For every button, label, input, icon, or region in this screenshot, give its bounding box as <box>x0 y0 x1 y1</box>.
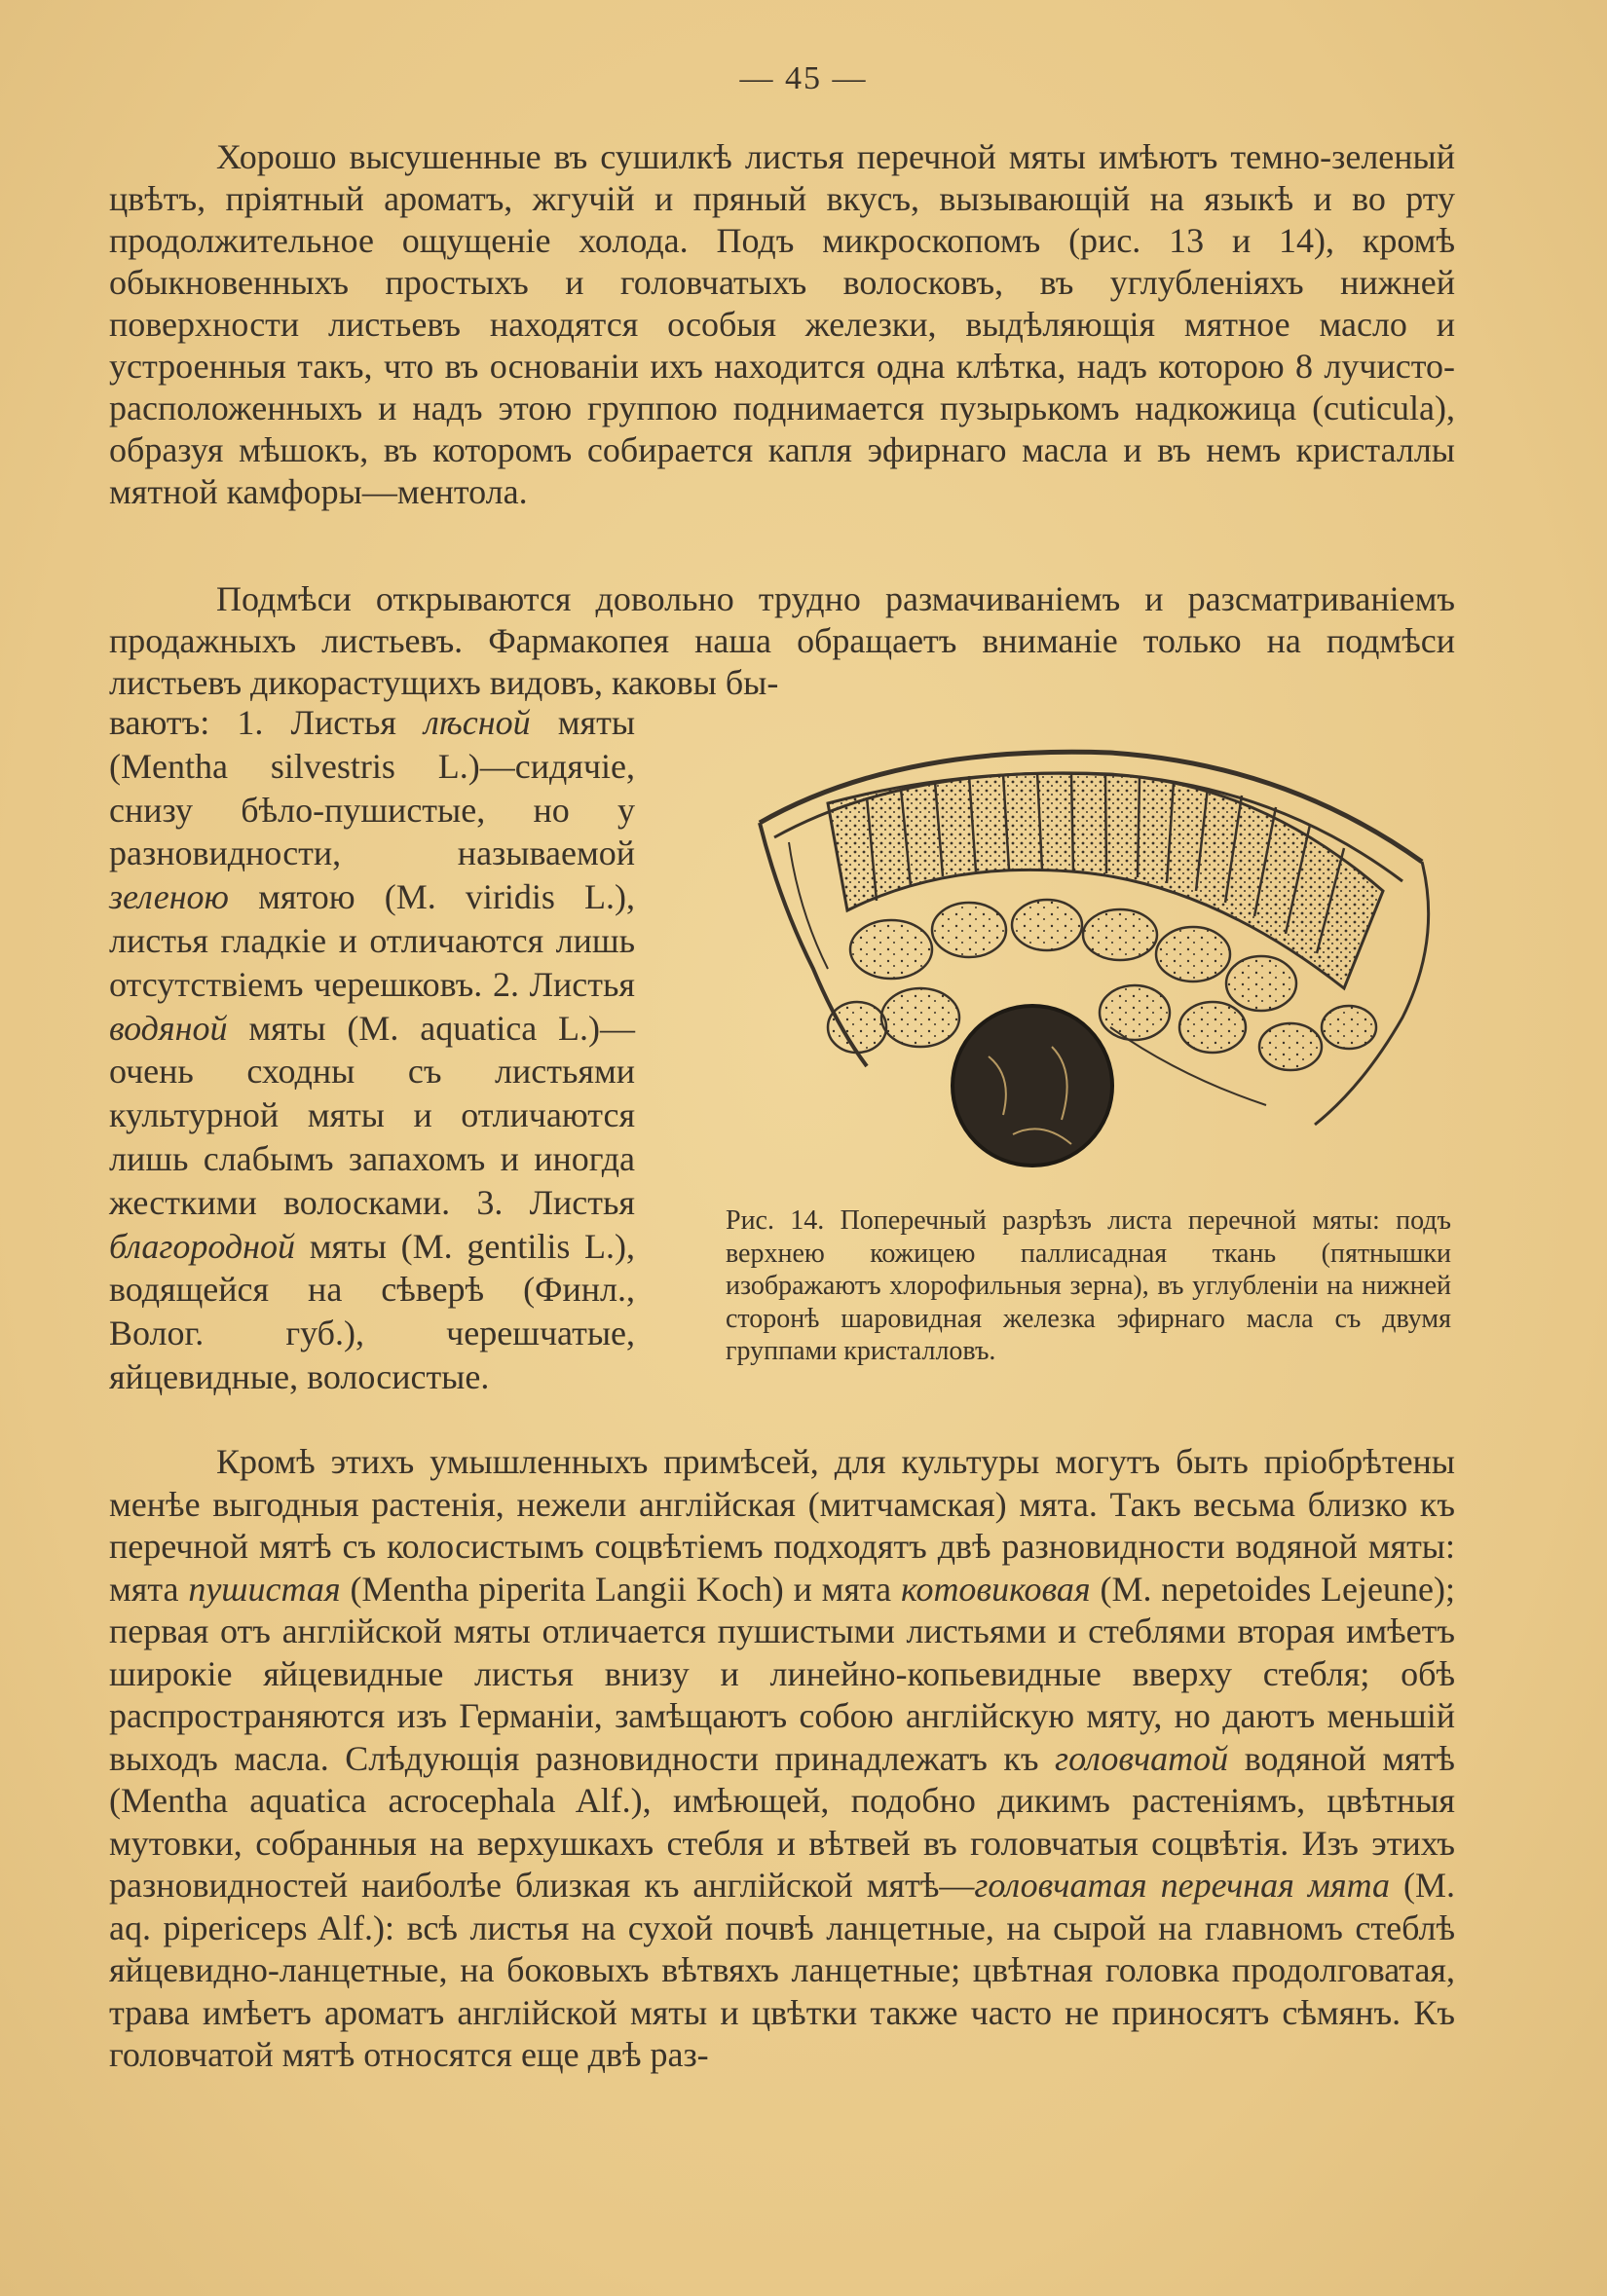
paragraph-1 <box>109 136 1455 513</box>
text-run: (M. aq. piperiсeps Alf.): всѣ листья на сухой почвѣ ланцетные, на сырой на главномъ стеблѣ яйцевидно-ланцетные, на боковыхъ вѣтвяхъ ланцетные; цвѣтная головка продолговатая, трава имѣетъ ароматъ англійской мяты и цвѣтки также часто не приносятъ сѣмянъ. Къ головчатой мятѣ относятся еще двѣ раз- <box>109 1866 1456 2074</box>
paragraph-1-text: Хорошо высушенные въ сушилкѣ листья перечной мяты имѣютъ темно-зеленый цвѣтъ, пріятный ароматъ, жгучій и пряный вкусъ, вызывающій на языкѣ и во рту продолжительное ощущеніе холода. Подъ микроскопомъ (рис. 13 и 14), кромѣ обыкновенныхъ простыхъ и головчатыхъ волосковъ, въ углубленіяхъ нижней поверхности листьевъ находятся особыя железки, выдѣляющія мятное масло и устроенныя такъ, что въ основаніи ихъ находится одна клѣтка, надъ которою 8 лучисто-расположенныхъ и надъ этою группою поднимается пузырькомъ надкожица (cuticula), образуя мѣшокъ, въ которомъ собирается капля эфирнаго масла и въ немъ кристаллы мятной камфоры—ментола. <box>109 137 1455 511</box>
text-run: мяты (M. aquatica L.)—очень сходны съ листьями культурной мяты и отличаются лишь слабымъ запахомъ и иногда жесткими волосками. 3. Листья <box>109 1008 635 1222</box>
paragraph-3 <box>109 1441 1455 2077</box>
leaf-cross-section-drawing <box>721 735 1480 1193</box>
text-run: мятою (M. viridis L.), листья гладкіе и отличаются лишь отсутствіемъ черешковъ. 2. Листья <box>109 877 635 1004</box>
leaf-section-illustration <box>721 735 1480 1193</box>
paragraph-2-text: Подмѣси открываются довольно трудно размачиваніемъ и разсматриваніемъ продажныхъ листьевъ. Фармакопея наша обращаетъ вниманіе только на подмѣси листьевъ дикорастущихъ видовъ, каковы бы- <box>109 579 1455 702</box>
italic-run: пушистая <box>188 1569 341 1609</box>
text-run: мяты (M. gentilis L.), водящейся на сѣверѣ (Финл., Волог. губ.), черешчатые, яйцевидные, волосистые. <box>109 1226 635 1396</box>
page-number: — 45 — <box>739 60 868 96</box>
text-run: (M. nepetoides Lejeune); первая отъ англійской мяты отличается пушистыми листьями и стеблями вторая имѣетъ широкіе яйцевидные листья внизу и линейно-копьевидные вверху стебля; обѣ распространяются изъ Германіи, замѣщаютъ собою англійскую мяту, но даютъ меньшій выходъ масла. Слѣдующія разновидности принадлежатъ къ <box>109 1569 1455 1778</box>
left-column-paragraph <box>109 701 635 1399</box>
text-run: (Mentha piperita Langii Koch) и мята <box>340 1569 901 1609</box>
italic-run: головчатой <box>1055 1738 1229 1778</box>
left-column-text <box>109 701 635 1399</box>
italic-run: котовиковая <box>900 1569 1091 1609</box>
text-run: ваютъ: 1. Листья <box>109 703 425 742</box>
italic-run: зеленою <box>109 877 229 917</box>
paragraph-2 <box>109 578 1455 704</box>
italic-run: благородной <box>109 1226 295 1266</box>
text-run: Кромѣ этихъ умышленныхъ примѣсей, для культуры могутъ быть пріобрѣтены менѣе выгодныя растенія, нежели англійская (митчамская) мята. Такъ весьма близко къ перечной мятѣ съ колосистымъ соцвѣтіемъ подходятъ двѣ разновидности водяной мяты: мята <box>109 1442 1455 1609</box>
figure-caption <box>726 1204 1451 1368</box>
figure-caption-text: Рис. 14. Поперечный разрѣзъ листа перечной мяты: подъ верхнею кожицею паллисадная ткань (пятнышки изображаютъ хлорофильныя зерна), въ углубленіи на нижней сторонѣ шаровидная железка эфирнаго масла съ двумя группами кристалловъ. <box>726 1205 1451 1366</box>
italic-run: водяной <box>109 1008 228 1048</box>
text-run: водяной мятѣ (Mentha aquatica acrocephala Alf.), имѣющей, подобно дикимъ растеніямъ, цвѣтныя мутовки, собранныя на верхушкахъ стебля и вѣтвей въ головчатыя соцвѣтія. Изъ этихъ разновидностей наиболѣе близкая къ англійской мятѣ— <box>109 1738 1455 1905</box>
text-run: мяты (Mentha silvestris L.)—сидячіе, снизу бѣло-пушистые, но у разновидности, называемой <box>109 703 636 873</box>
italic-run: лѣсной <box>424 703 531 742</box>
italic-run: головчатая перечная мята <box>974 1866 1391 1905</box>
paragraph-3-text <box>109 1441 1455 2077</box>
